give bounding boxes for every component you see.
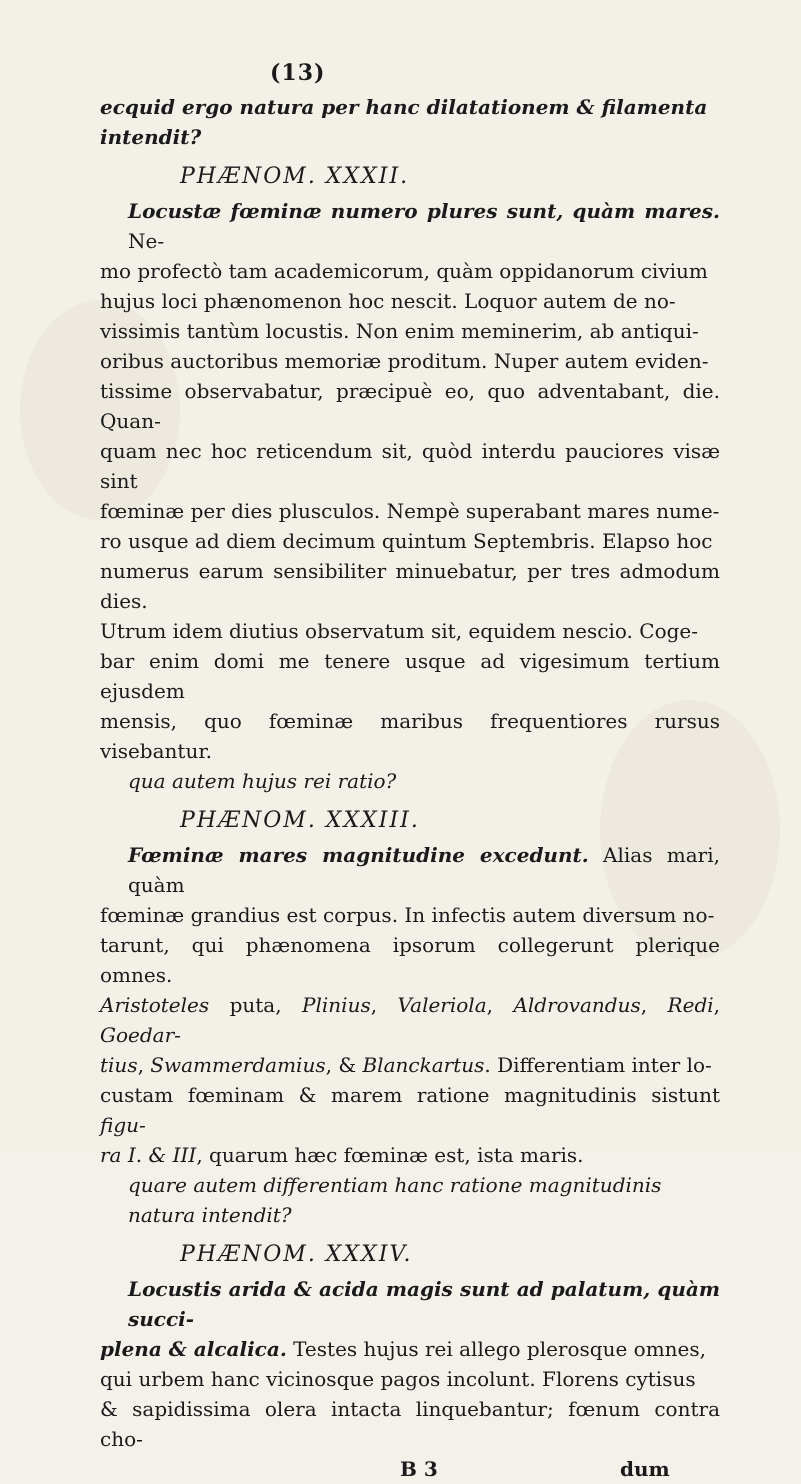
author-name: tius bbox=[100, 1053, 138, 1077]
author-name: Goedar- bbox=[100, 1023, 181, 1047]
paragraph-line: mensis, quo fœminæ maribus frequentiores rursus visebantur. bbox=[100, 709, 720, 763]
intro-question-line: intendit? bbox=[100, 125, 202, 149]
heading-phaenom-33: PHÆNOM. XXXIII. bbox=[180, 808, 420, 833]
text-run: , bbox=[370, 993, 398, 1017]
author-name: Swammerdamius bbox=[150, 1053, 326, 1077]
intro-question-line: ecquid ergo natura per hanc dilatationem & filamenta bbox=[100, 95, 708, 119]
paragraph-line bbox=[100, 990, 720, 1050]
author-name: Aristoteles bbox=[100, 993, 210, 1017]
paragraph-line: hujus loci phænomenon hoc nescit. Loquor autem de no- bbox=[100, 289, 676, 313]
author-name: Aldrovandus bbox=[513, 993, 641, 1017]
paragraph-line: tarunt, qui phænomena ipsorum collegerunt plerique omnes. bbox=[100, 933, 720, 987]
question-line: quare autem differentiam hanc ratione magnitudinis bbox=[128, 1173, 662, 1197]
lead-phrase: Locustæ fœminæ numero plures sunt, quàm mares. bbox=[128, 199, 720, 223]
page-number: (13) bbox=[270, 60, 326, 86]
figure-ref: ra I. & III bbox=[100, 1143, 197, 1167]
text-run: . Differentiam inter lo- bbox=[484, 1053, 712, 1077]
paragraph-line bbox=[100, 1334, 720, 1364]
paragraph-line: mo profectò tam academicorum, quàm oppidanorum civium bbox=[100, 259, 708, 283]
paragraph-line bbox=[100, 196, 720, 256]
paragraph-line bbox=[100, 840, 720, 900]
author-name: Blanckartus bbox=[362, 1053, 485, 1077]
page-footer bbox=[100, 1454, 720, 1484]
paragraph-line: qui urbem hanc vicinosque pagos incolunt. Florens cytisus bbox=[100, 1367, 696, 1391]
text-run: , & bbox=[325, 1053, 363, 1077]
paragraph-line: tissime observabatur, præcipuè eo, quo adventabant, die. Quan- bbox=[100, 379, 720, 433]
text-run: Ne- bbox=[128, 229, 165, 253]
author-name: Plinius bbox=[302, 993, 371, 1017]
paragraph-line: fœminæ grandius est corpus. In infectis autem diversum no- bbox=[100, 903, 715, 927]
lead-phrase: Locustis arida & acida magis sunt ad palatum, quàm succi- bbox=[128, 1277, 720, 1331]
author-name: Redi bbox=[667, 993, 714, 1017]
heading-phaenom-34: PHÆNOM. XXXIV. bbox=[180, 1242, 413, 1267]
text-run: , quarum hæc fœminæ est, ista maris. bbox=[196, 1143, 584, 1167]
text-run: , bbox=[713, 993, 720, 1017]
paragraph-line: vissimis tantùm locustis. Non enim meminerim, ab antiqui- bbox=[100, 319, 699, 343]
figure-ref: figu- bbox=[100, 1113, 146, 1137]
question-line: qua autem hujus rei ratio? bbox=[128, 769, 397, 793]
text-run: , bbox=[640, 993, 668, 1017]
text-run: custam fœminam & marem ratione magnitudinis sistunt bbox=[100, 1083, 720, 1107]
paragraph-line: ro usque ad diem decimum quintum Septembris. Elapso hoc bbox=[100, 529, 713, 553]
text-run: , bbox=[486, 993, 514, 1017]
paragraph-line bbox=[100, 1080, 720, 1140]
text-run: Alias mari, quàm bbox=[128, 843, 720, 897]
paragraph-line bbox=[100, 1140, 720, 1170]
lead-phrase: plena & alcalica. bbox=[100, 1337, 287, 1361]
heading-phaenom-32: PHÆNOM. XXXII. bbox=[180, 164, 410, 189]
paragraph-line: Utrum idem diutius observatum sit, equidem nescio. Coge- bbox=[100, 619, 699, 643]
question-line: natura intendit? bbox=[128, 1203, 292, 1227]
signature-mark: B 3 bbox=[400, 1457, 438, 1481]
author-name: Valeriola bbox=[397, 993, 487, 1017]
paragraph-line: fœminæ per dies plusculos. Nempè superabant mares nume- bbox=[100, 499, 720, 523]
paragraph-line bbox=[100, 1050, 720, 1080]
paragraph-line: quam nec hoc reticendum sit, quòd interdu pauciores visæ sint bbox=[100, 439, 720, 493]
paragraph-line: bar enim domi me tenere usque ad vigesimum tertium ejusdem bbox=[100, 649, 720, 703]
text-run: puta, bbox=[209, 993, 303, 1017]
text-block bbox=[100, 60, 720, 1484]
text-run: , bbox=[137, 1053, 151, 1077]
paragraph-line: & sapidissima olera intacta linquebantur; fœnum contra cho- bbox=[100, 1397, 720, 1451]
lead-phrase: Fœminæ mares magnitudine excedunt. bbox=[128, 843, 589, 867]
catchword: dum bbox=[620, 1457, 670, 1481]
paragraph-line: numerus earum sensibiliter minuebatur, per tres admodum dies. bbox=[100, 559, 720, 613]
paragraph-line: oribus auctoribus memoriæ proditum. Nuper autem eviden- bbox=[100, 349, 709, 373]
text-run: Testes hujus rei allego plerosque omnes, bbox=[286, 1337, 707, 1361]
